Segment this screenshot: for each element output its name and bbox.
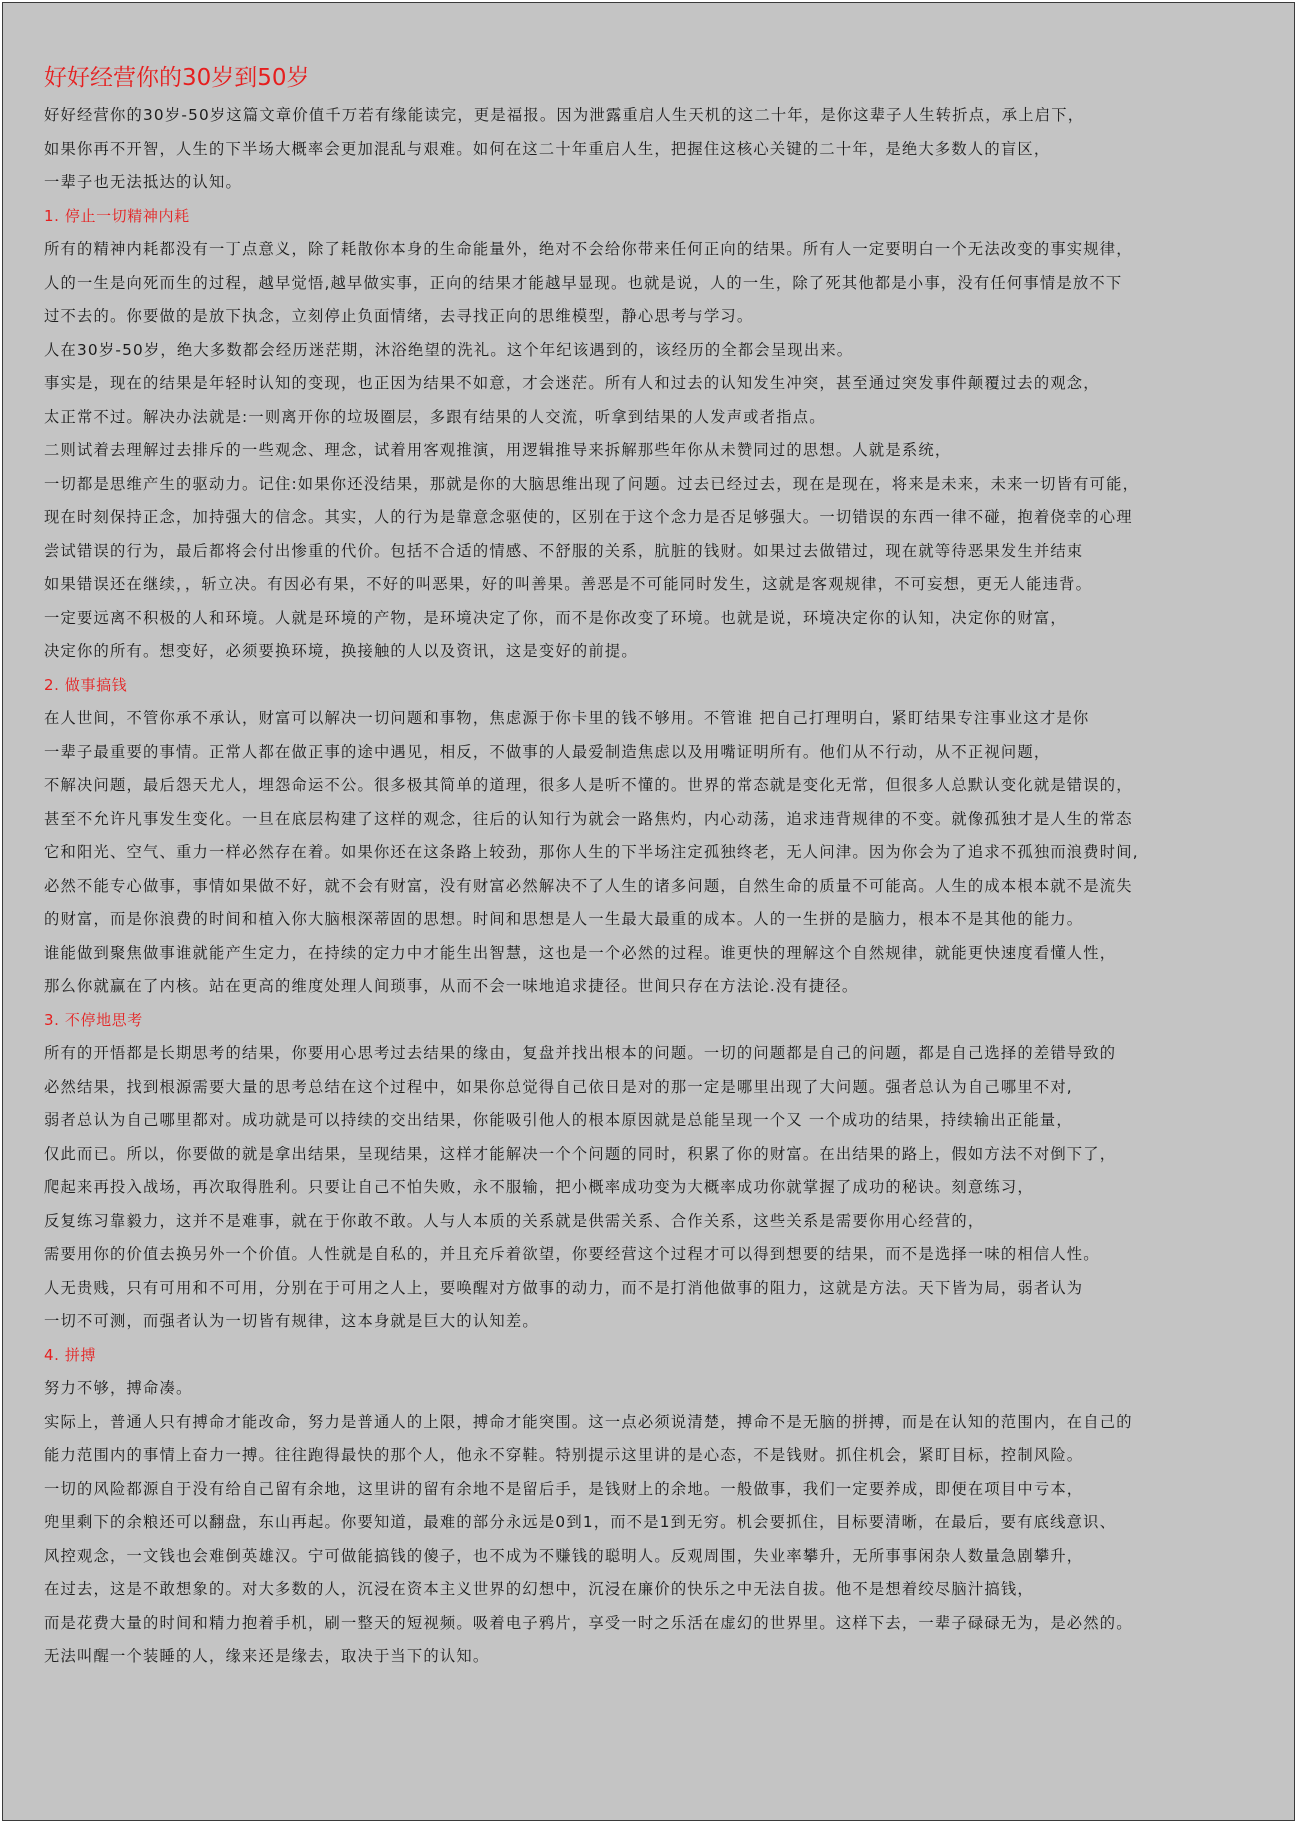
section-line: 甚至不允许凡事发生变化。一旦在底层构建了这样的观念，往后的认知行为就会一路焦灼，内心动荡，追求违背规律的不变。就像孤独才是人生的常态 — [44, 809, 1133, 828]
section-line: 风控观念，一文钱也会难倒英雄汉。宁可做能搞钱的傻子，也不成为不赚钱的聪明人。反观周围，失业率攀升，无所事事闲杂人数量急剧攀升， — [44, 1546, 1084, 1565]
section-line: 反复练习靠毅力，这并不是难事，就在于你敢不敢。人与人本质的关系就是供需关系、合作关系，这些关系是需要你用心经营的， — [44, 1211, 985, 1230]
section-line: 人无贵贱，只有可用和不可用，分别在于可用之人上，要唤醒对方做事的动力，而不是打消他做事的阻力，这就是方法。天下皆为局，弱者认为 — [44, 1278, 1084, 1297]
intro-line: 一辈子也无法抵达的认知。 — [44, 173, 242, 191]
section-line: 实际上，普通人只有搏命才能改命，努力是普通人的上限，搏命才能突围。这一点必须说清楚，搏命不是无脑的拼搏，而是在认知的范围内，在自己的 — [44, 1412, 1133, 1431]
section-line: 弱者总认为自己哪里都对。成功就是可以持续的交出结果，你能吸引他人的根本原因就是总能呈现一个又 一个成功的结果，持续输出正能量， — [44, 1111, 1073, 1129]
section-line: 需要用你的价值去换另外一个价值。人性就是自私的，并且充斥着欲望，你要经营这个过程才可以得到想要的结果，而不是选择一味的相信人性。 — [44, 1245, 1100, 1263]
section-line: 努力不够，搏命凑。 — [44, 1379, 193, 1397]
section-line: 仅此而已。所以，你要做的就是拿出结果，呈现结果，这样才能解决一个个问题的同时，积累了你的财富。在出结果的路上，假如方法不对倒下了， — [44, 1144, 1117, 1163]
section-line: 它和阳光、空气、重力一样必然存在着。如果你还在这条路上较劲，那你人生的下半场注定孤独终老，无人问津。因为你会为了追求不孤独而浪费时间, — [44, 843, 1139, 861]
section-line: 现在时刻保持正念，加持强大的信念。其实，人的行为是靠意念驱使的，区别在于这个念力是否足够强大。一切错误的东西一律不碰，抱着侥幸的心理 — [44, 508, 1133, 526]
section-line: 的财富，而是你浪费的时间和植入你大脑根深蒂固的思想。时间和思想是人一生最大最重的成本。人的一生拼的是脑力，根本不是其他的能力。 — [44, 910, 1084, 928]
section-line: 所有的开悟都是长期思考的结果，你要用心思考过去结果的缘由，复盘并找出根本的问题。一切的问题都是自己的问题，都是自己选择的差错导致的 — [44, 1044, 1117, 1062]
section-line: 能力范围内的事情上奋力一搏。往往跑得最快的那个人，他永不穿鞋。特别提示这里讲的是心态，不是钱财。抓住机会，紧盯目标，控制风险。 — [44, 1446, 1084, 1464]
section-line: 一切不可测，而强者认为一切皆有规律，这本身就是巨大的认知差。 — [44, 1312, 539, 1330]
section-line: 人在30岁-50岁，绝大多数都会经历迷茫期，沐浴绝望的洗礼。这个年纪该遇到的，该经历的全都会呈现出来。 — [44, 340, 854, 359]
section-line: 决定你的所有。想变好，必须要换环境，换接触的人以及资讯，这是变好的前提。 — [44, 642, 638, 660]
section-line: 必然不能专心做事，事情如果做不好，就不会有财富，没有财富必然解决不了人生的诸多问题，自然生命的质量不可能高。人生的成本根本就不是流失 — [44, 876, 1133, 895]
section-heading: 3. 不停地思考 — [44, 1010, 143, 1029]
section-line: 一辈子最重要的事情。正常人都在做正事的途中遇见，相反，不做事的人最爱制造焦虑以及用嘴证明所有。他们从不行动，从不正视问题， — [44, 742, 1051, 761]
section-line: 兜里剩下的余粮还可以翻盘，东山再起。你要知道，最难的部分永远是0到1，而不是1到无穷。机会要抓住，目标要清晰，在最后，要有底线意识、 — [44, 1513, 1117, 1531]
section-heading: 4. 拼搏 — [44, 1345, 97, 1364]
section-line: 谁能做到聚焦做事谁就能产生定力，在持续的定力中才能生出智慧，这也是一个必然的过程。谁更快的理解这个自然规律，就能更快速度看懂人性， — [44, 943, 1117, 962]
section-line: 一切都是思维产生的驱动力。记住:如果你还没结果，那就是你的大脑思维出现了问题。过去已经过去，现在是现在，将来是未来，未来一切皆有可能， — [44, 474, 1140, 493]
section-heading: 1. 停止一切精神内耗 — [44, 206, 190, 225]
section-line: 如果错误还在继续，，斩立决。有因必有果，不好的叫恶果，好的叫善果。善恶是不可能同时发生，这就是客观规律，不可妄想，更无人能违背。 — [44, 575, 1093, 593]
section-line: 无法叫醒一个装睡的人，缘来还是缘去，取决于当下的认知。 — [44, 1647, 490, 1665]
section-line: 所有的精神内耗都没有一丁点意义，除了耗散你本身的生命能量外，绝对不会给你带来任何正向的结果。所有人一定要明白一个无法改变的事实规律， — [44, 240, 1133, 258]
section-line: 事实是，现在的结果是年轻时认知的变现，也正因为结果不如意，才会迷茫。所有人和过去的认知发生冲突，甚至通过突发事件颠覆过去的观念， — [44, 374, 1100, 392]
section-line: 那么你就赢在了内核。站在更高的维度处理人间琐事，从而不会一味地追求捷径。世间只存在方法论.没有捷径。 — [44, 977, 859, 995]
section-line: 人的一生是向死而生的过程，越早觉悟,越早做实事，正向的结果才能越早显现。也就是说，人的一生，除了死其他都是小事，没有任何事情是放不下 — [44, 273, 1123, 292]
article-panel — [2, 2, 1295, 1821]
section-line: 二则试着去理解过去排斥的一些观念、理念，试着用客观推演，用逻辑推导来拆解那些年你从未赞同过的思想。人就是系统， — [44, 441, 952, 459]
section-line: 在过去，这是不敢想象的。对大多数的人，沉浸在资本主义世界的幻想中，沉浸在廉价的快乐之中无法自拔。他不是想着绞尽脑汁搞钱， — [44, 1580, 1034, 1598]
intro-line: 好好经营你的30岁-50岁这篇文章价值千万若有缘能读完，更是福报。因为泄露重启人生天机的这二十年，是你这辈子人生转折点，承上启下， — [44, 106, 1085, 124]
section-line: 而是花费大量的时间和精力抱着手机，刷一整天的短视频。吸着电子鸦片，享受一时之乐活在虚幻的世界里。这样下去，一辈子碌碌无为，是必然的。 — [44, 1613, 1133, 1632]
section-line: 一定要远离不积极的人和环境。人就是环境的产物，是环境决定了你，而不是你改变了环境。也就是说，环境决定你的认知，决定你的财富， — [44, 608, 1067, 627]
section-line: 一切的风险都源自于没有给自己留有余地，这里讲的留有余地不是留后手，是钱财上的余地。一般做事，我们一定要养成，即便在项目中亏本， — [44, 1479, 1084, 1498]
section-line: 必然结果，找到根源需要大量的思考总结在这个过程中，如果你总觉得自己依日是对的那一定是哪里出现了大问题。强者总认为自己哪里不对, — [44, 1077, 1073, 1096]
intro-line: 如果你再不开智，人生的下半场大概率会更加混乱与艰难。如何在这二十年重启人生，把握住这核心关键的二十年，是绝大多数人的盲区， — [44, 139, 1051, 158]
section-heading: 2. 做事搞钱 — [44, 675, 128, 694]
section-line: 不解决问题，最后怨天尤人，埋怨命运不公。很多极其简单的道理，很多人是听不懂的。世界的常态就是变化无常，但很多人总默认变化就是错误的， — [44, 776, 1133, 794]
article-body — [44, 61, 1284, 1680]
section-line: 太正常不过。解决办法就是:一则离开你的垃圾圈层，多跟有结果的人交流，听拿到结果的人发声或者指点。 — [44, 407, 826, 426]
section-line: 爬起来再投入战场，再次取得胜利。只要让自己不怕失败，永不服输，把小概率成功变为大概率成功你就掌握了成功的秘诀。刻意练习， — [44, 1178, 1034, 1196]
section-line: 过不去的。你要做的是放下执念，立刻停止负面情绪，去寻找正向的思维模型，静心思考与学习。 — [44, 307, 754, 325]
section-line: 在人世间，不管你承不承认，财富可以解决一切问题和事物，焦虑源于你卡里的钱不够用。不管谁 把自己打理明白，紧盯结果专注事业这才是你 — [44, 709, 1090, 727]
article-title: 好好经营你的30岁到50岁 — [44, 65, 310, 91]
section-line: 尝试错误的行为，最后都将会付出惨重的代价。包括不合适的情感、不舒服的关系，肮脏的钱财。如果过去做错过，现在就等待恶果发生并结束 — [44, 541, 1084, 560]
